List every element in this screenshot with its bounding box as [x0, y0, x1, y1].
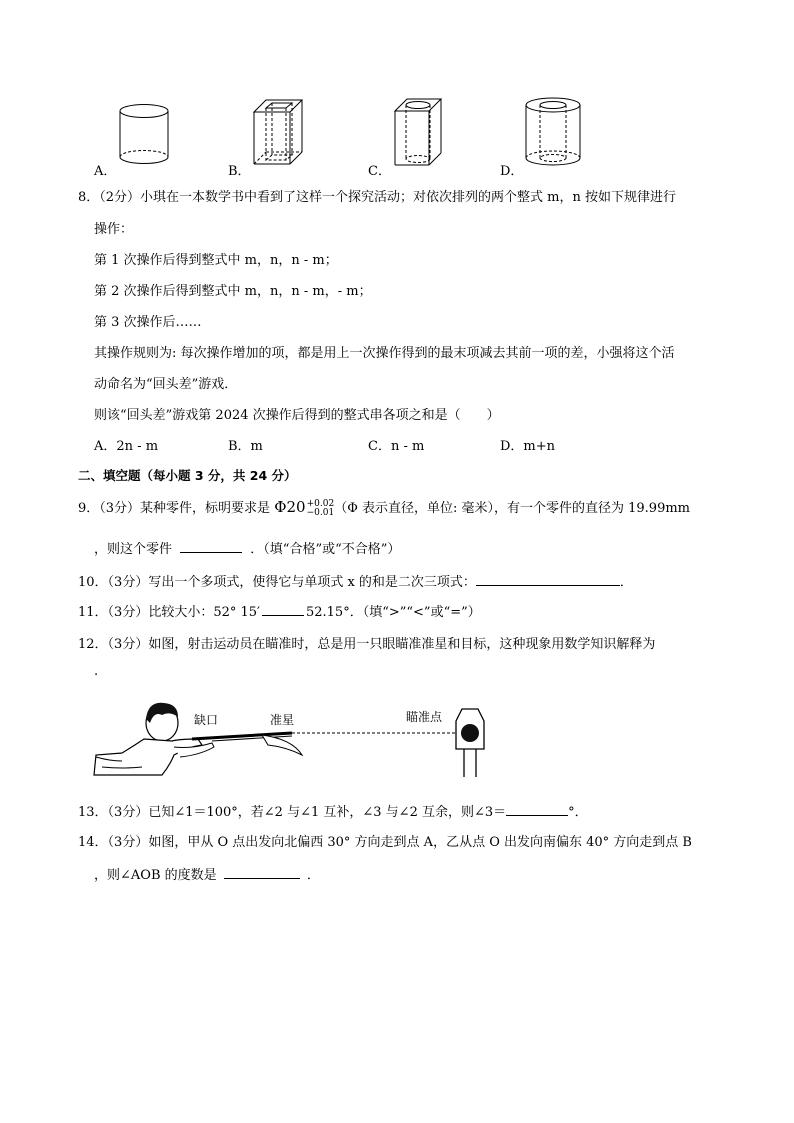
q9-base-diameter: 20	[286, 498, 306, 516]
q9-line1	[78, 497, 690, 518]
q14-answer-blank[interactable]	[224, 866, 300, 879]
q13-end: °．	[568, 805, 588, 820]
label-aim-point: 瞄准点	[406, 710, 443, 724]
q9-tolerance-upper: +0.02	[306, 498, 335, 509]
q8-rule-line2: 动命名为“回头差”游戏．	[94, 377, 238, 392]
q11-answer-blank[interactable]	[262, 603, 304, 616]
q12-text: 12．（3分）如图，射击运动员在瞄准时，总是用一只眼瞄准准星和目标，这种现象用数学知识解释为	[78, 637, 656, 652]
q8-step-3: 第 3 次操作后……	[94, 315, 202, 330]
q9-answer-blank[interactable]	[180, 540, 242, 553]
q14-line2-prefix: ，则∠AOB 的度数是	[94, 868, 217, 883]
q9-line2	[94, 538, 400, 557]
label-notch: 缺口	[194, 713, 219, 727]
q8-option-d: D．m+n	[500, 439, 556, 454]
q9-tolerance	[307, 500, 335, 518]
q8-step-1: 第 1 次操作后得到整式中 m，n，n - m；	[94, 253, 338, 268]
square-prism-figure-b	[252, 98, 304, 168]
option-label-d: D．	[500, 164, 524, 179]
q10-end: ．	[619, 575, 633, 590]
phi-symbol: Φ	[274, 498, 287, 516]
q13-text: 13．（3分）已知∠1＝100°，若∠2 与∠1 互补，∠3 与∠2 互余，则∠3＝	[78, 805, 507, 820]
q9-suffix: （Φ 表示直径，单位: 毫米），有一个零件的直径为 19.99mm	[334, 501, 690, 516]
q11-text-b: 52.15°．（填“>”“<”或“=”）	[305, 605, 481, 620]
q8-step-2: 第 2 次操作后得到整式中 m，n，n - m，- m；	[94, 284, 372, 299]
q8-question: 则该“回头差”游戏第 2024 次操作后得到的整式串各项之和是（ ）	[94, 408, 500, 423]
question-11	[78, 601, 481, 620]
question-10	[78, 571, 633, 590]
cylinder-figure-a	[118, 103, 170, 165]
q14-line2	[94, 864, 320, 883]
prism-cylinder-hole-figure-c	[393, 97, 443, 169]
q14-line2-suffix: ．	[306, 868, 320, 883]
q8-stem-line1: 8．（2分）小琪在一本数学书中看到了这样一个探究活动；对依次排列的两个整式 m，n 按如下规律进行	[78, 190, 677, 205]
q12-end: .	[94, 664, 99, 679]
q9-tolerance-lower: −0.01	[306, 507, 335, 518]
hollow-cylinder-figure-d	[524, 96, 582, 168]
question-13	[78, 801, 588, 820]
q9-line2-suffix: ．（填“合格”或“不合格”）	[250, 542, 401, 557]
label-front-sight: 准星	[270, 713, 295, 727]
option-label-a: A．	[94, 164, 117, 179]
q8-stem-line2: 操作：	[94, 222, 134, 237]
q13-answer-blank[interactable]	[506, 803, 568, 816]
q8-option-c: C．n - m	[368, 439, 425, 454]
q8-option-b: B．m	[228, 439, 263, 454]
q14-line1: 14．（3分）如图，甲从 O 点出发向北偏西 30° 方向走到点 A，乙从点 O 出发向南偏东 40° 方向走到点 B	[78, 835, 692, 850]
q9-line2-prefix: ，则这个零件	[94, 542, 173, 557]
q8-rule-line1: 其操作规则为: 每次操作增加的项，都是用上一次操作得到的最末项减去其前一项的差，小强将这个活	[94, 346, 675, 361]
q9-prefix: 9．（3分）某种零件，标明要求是	[78, 501, 271, 516]
q10-text: 10．（3分）写出一个多项式，使得它与单项式 x 的和是二次三项式：	[78, 575, 476, 590]
option-label-c: C．	[368, 164, 391, 179]
q11-text-a: 11．（3分）比较大小：52° 15′	[78, 605, 260, 620]
option-label-b: B．	[228, 164, 251, 179]
section-2-heading: 二、填空题（每小题 3 分，共 24 分）	[78, 468, 297, 483]
q10-answer-blank[interactable]	[476, 573, 620, 586]
q8-option-a: A．2n - m	[94, 439, 159, 454]
